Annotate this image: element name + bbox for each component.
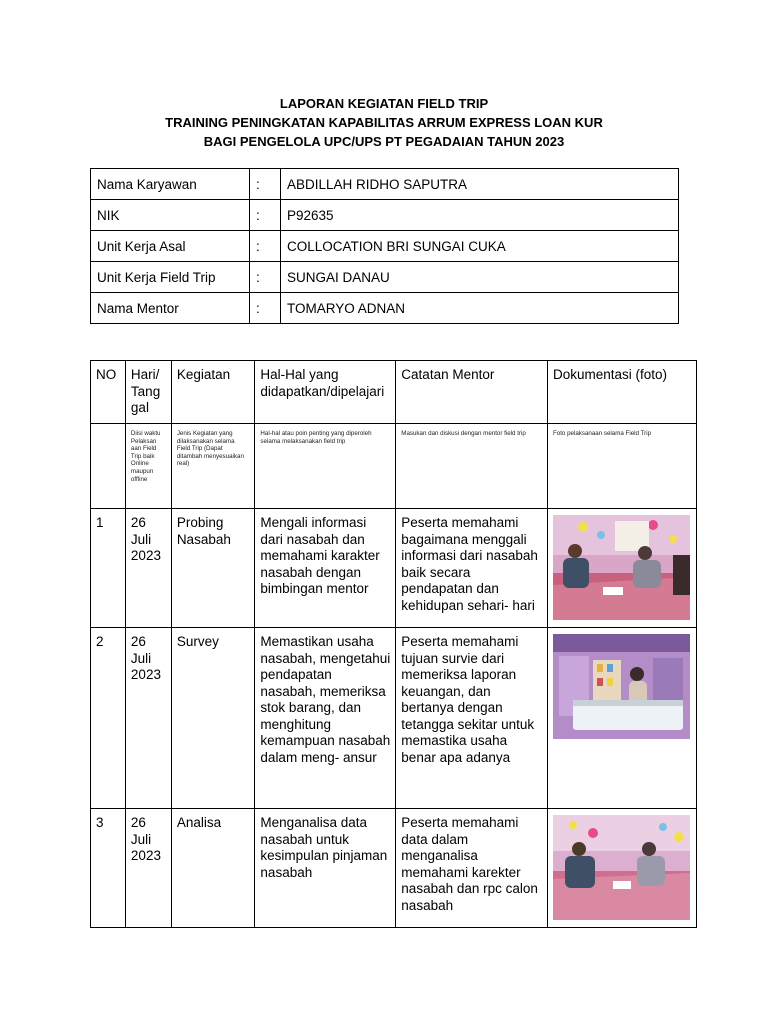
row-photo-cell (547, 809, 696, 928)
info-value: P92635 (281, 200, 679, 231)
info-label: Unit Kerja Field Trip (91, 262, 250, 293)
info-label: NIK (91, 200, 250, 231)
report-title (0, 94, 768, 151)
hint-mentor-notes: Masukan dan diskusi dengan mentor field trip (396, 424, 548, 509)
info-row (91, 293, 679, 324)
header-documentation: Dokumentasi (foto) (547, 361, 696, 424)
info-separator: : (250, 262, 281, 293)
documentation-photo (553, 815, 690, 920)
row-activity: Analisa (171, 809, 255, 928)
title-line-2: TRAINING PENINGKATAN KAPABILITAS ARRUM EXPRESS LOAN KUR (165, 115, 603, 130)
header-learned: Hal-Hal yang didapatkan/dipelajari (255, 361, 396, 424)
row-mentor-notes: Peserta memahami data dalam menganalisa memahami karekter nasabah dan rpc calon nasabah (396, 809, 548, 928)
info-row (91, 169, 679, 200)
documentation-photo (553, 515, 690, 620)
header-no: NO (91, 361, 126, 424)
info-label: Unit Kerja Asal (91, 231, 250, 262)
row-mentor-notes: Peserta memahami bagaimana menggali informasi dari nasabah baik secara pendapatan dan kehidupan sehari- hari (396, 509, 548, 628)
hint-activity: Jenis Kegiatan yang dilaksanakan selama Field Trip (Dapat ditambah menyesuaikan real) (171, 424, 255, 509)
table-row (91, 809, 697, 928)
table-row (91, 509, 697, 628)
row-learned: Mengali informasi dari nasabah dan memahami karakter nasabah dengan bimbingan mentor (255, 509, 396, 628)
row-no: 2 (91, 628, 126, 809)
row-no: 1 (91, 509, 126, 628)
header-activity: Kegiatan (171, 361, 255, 424)
row-activity: Survey (171, 628, 255, 809)
row-learned: Memastikan usaha nasabah, mengetahui pendapatan nasabah, memeriksa stok barang, dan menghitung kemampuan nasabah dalam meng- ansur (255, 628, 396, 809)
info-label: Nama Karyawan (91, 169, 250, 200)
hint-documentation: Foto pelaksanaan selama Field Trip (547, 424, 696, 509)
row-no: 3 (91, 809, 126, 928)
row-date: 26 Juli 2023 (125, 628, 171, 809)
row-photo-cell (547, 509, 696, 628)
hint-row (91, 424, 697, 509)
documentation-photo (553, 634, 690, 739)
row-learned: Menganalisa data nasabah untuk kesimpulan pinjaman nasabah (255, 809, 396, 928)
info-separator: : (250, 231, 281, 262)
info-separator: : (250, 293, 281, 324)
title-line-3: BAGI PENGELOLA UPC/UPS PT PEGADAIAN TAHUN 2023 (203, 134, 565, 149)
header-mentor-notes: Catatan Mentor (396, 361, 548, 424)
info-row (91, 200, 679, 231)
info-value: ABDILLAH RIDHO SAPUTRA (281, 169, 679, 200)
employee-info-table (90, 168, 679, 324)
info-separator: : (250, 200, 281, 231)
info-row (91, 262, 679, 293)
row-date: 26 Juli 2023 (125, 809, 171, 928)
hint-date: Diisi waktu Pelaksan aan Field Trip baik Online maupun offline (125, 424, 171, 509)
table-row (91, 628, 697, 809)
info-value: SUNGAI DANAU (281, 262, 679, 293)
header-row (91, 361, 697, 424)
info-separator: : (250, 169, 281, 200)
info-row (91, 231, 679, 262)
row-mentor-notes: Peserta memahami tujuan survie dari memeriksa laporan keuangan, dan bertanya dengan tetangga sekitar untuk memastika usaha benar apa adanya (396, 628, 548, 809)
info-label: Nama Mentor (91, 293, 250, 324)
row-date: 26 Juli 2023 (125, 509, 171, 628)
title-line-1: LAPORAN KEGIATAN FIELD TRIP (279, 96, 489, 111)
header-date: Hari/ Tang gal (125, 361, 171, 424)
row-activity: Probing Nasabah (171, 509, 255, 628)
info-value: TOMARYO ADNAN (281, 293, 679, 324)
activity-table (90, 360, 697, 928)
row-photo-cell (547, 628, 696, 809)
hint-learned: Hal-hal atau poin penting yang diperoleh selama melaksanakan field trip (255, 424, 396, 509)
info-value: COLLOCATION BRI SUNGAI CUKA (281, 231, 679, 262)
hint-no (91, 424, 126, 509)
